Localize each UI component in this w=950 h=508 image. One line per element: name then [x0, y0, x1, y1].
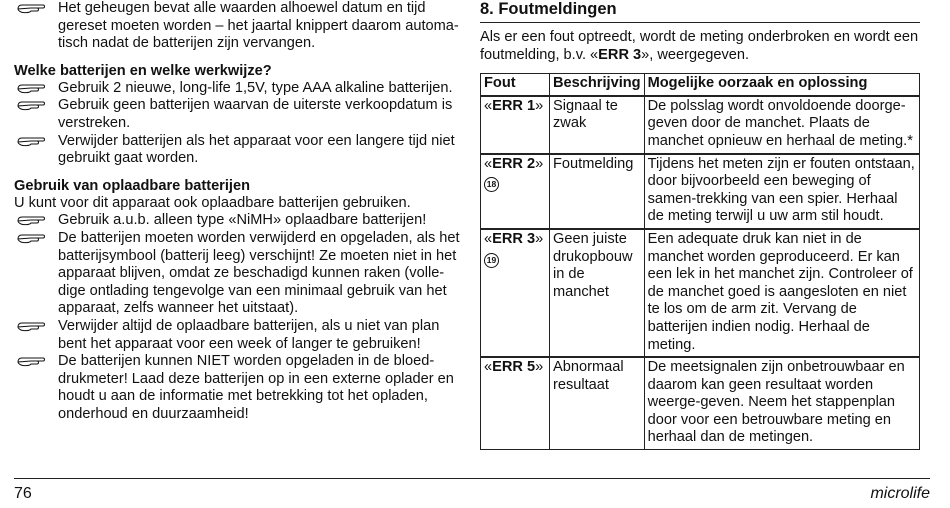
column-header-beschrijving: Beschrijving: [550, 74, 645, 96]
bullet-text: Verwijder altijd de oplaadbare batterijen, als u niet van plan bent het apparaat voor een week of langer te gebruiken!: [58, 317, 440, 352]
error-table: [480, 73, 920, 450]
error-solution-cell: Tijdens het meten zijn er fouten ontstaan, door bijvoorbeeld een beweging of samen-trekking van een spier. Herhaal de meting terwijl u uw arm stil houdt.: [644, 154, 919, 229]
error-solution-cell: De meetsignalen zijn onbetrouwbaar en daarom kan geen resultaat worden weerge-geven. Neem het stappenplan door voor een betrouwbare meting en herhaal dan de metingen.: [644, 357, 919, 449]
bullet-list: [14, 212, 466, 423]
error-code-cell: «ERR 5»: [481, 357, 550, 449]
error-code-cell: «ERR 2» 18: [481, 154, 550, 229]
bullet-item: [14, 97, 466, 132]
pointing-hand-icon: [17, 356, 47, 368]
section-title: 8. Foutmeldingen: [480, 0, 920, 23]
table-row: [481, 96, 920, 154]
error-code: ERR 2: [492, 155, 536, 172]
section-heading: Gebruik van oplaadbare batterijen: [14, 177, 251, 194]
page-number: 76: [14, 485, 32, 502]
error-description-cell: Abnormaal resultaat: [550, 357, 645, 449]
bullet-text: Gebruik geen batterijen waarvan de uiterste verkoopdatum is verstreken.: [58, 97, 453, 131]
left-column: [14, 0, 466, 423]
pointing-hand-icon: [17, 215, 47, 227]
column-header-fout: Fout: [481, 74, 550, 96]
error-code: ERR 3: [492, 230, 536, 247]
error-description-cell: Geen juiste drukopbouw in de manchet: [550, 229, 645, 357]
bullet-text: De batterijen kunnen NIET worden opgeladen in de bloed-drukmeter! Laad deze batterijen op in een externe oplader en houdt u aan de informatie met betrekking tot het opladen, onderhoud en duurzaamheid!: [58, 353, 454, 422]
error-code-cell: «ERR 1»: [481, 96, 550, 154]
error-description-cell: Signaal te zwak: [550, 96, 645, 154]
brand-logo: microlife: [870, 485, 930, 502]
error-description-cell: Foutmelding: [550, 154, 645, 229]
bullet-item: [14, 0, 466, 53]
bullet-text: Gebruik a.u.b. alleen type «NiMH» oplaadbare batterijen!: [58, 212, 427, 229]
figure-reference-badge: 19: [484, 253, 499, 268]
section-heading: Welke batterijen en welke werkwijze?: [14, 62, 272, 79]
figure-reference-badge: 18: [484, 177, 499, 192]
bullet-item: [14, 353, 466, 423]
table-row: [481, 154, 920, 229]
error-code: ERR 1: [492, 97, 536, 114]
error-code: ERR 5: [492, 359, 536, 376]
table-row: [481, 357, 920, 449]
bullet-item: [14, 318, 466, 353]
table-row: [481, 229, 920, 357]
bullet-text: Gebruik 2 nieuwe, long-life 1,5V, type AAA alkaline batterijen.: [58, 79, 453, 96]
bullet-item: [14, 212, 466, 230]
bullet-item: [14, 133, 466, 168]
pointing-hand-icon: [17, 321, 47, 333]
table-header-row: [481, 74, 920, 96]
section-intro: Als er een fout optreedt, wordt de meting onderbroken en wordt een foutmelding, b.v. «ERR 3», weergegeven.: [480, 29, 919, 63]
bullet-item: [14, 230, 466, 318]
pointing-hand-icon: [17, 233, 47, 245]
error-code-example: ERR 3: [598, 46, 642, 63]
error-solution-cell: Een adequate druk kan niet in de manchet worden geproduceerd. Er kan een lek in het manchet zijn. Controleer of de manchet goed is aangesloten en niet te los om de arm zit. Vervang de batterijen indien nodig. Herhaal de meting.: [644, 229, 919, 357]
section-intro: U kunt voor dit apparaat ook oplaadbare batterijen gebruiken.: [14, 194, 411, 211]
bullet-text: Verwijder batterijen als het apparaat voor een langere tijd niet gebruikt gaat worden.: [58, 132, 455, 167]
error-solution-cell: De polsslag wordt onvoldoende doorge-geven door de manchet. Plaats de manchet opnieuw en herhaal de meting.*: [644, 96, 919, 154]
pointing-hand-icon: [17, 83, 47, 95]
pointing-hand-icon: [17, 3, 47, 15]
error-code-cell: «ERR 3» 19: [481, 229, 550, 357]
pointing-hand-icon: [17, 100, 47, 112]
bullet-list: [14, 80, 466, 168]
bullet-text: Het geheugen bevat alle waarden alhoewel datum en tijd gereset moeten worden – het jaartal knippert daarom automa-tisch nadat de batterijen zijn vervangen.: [58, 0, 459, 52]
bullet-text: De batterijen moeten worden verwijderd en opgeladen, als het batterijsymbool (batterij leeg) verschijnt! Ze moeten niet in het apparaat blijven, omdat ze beschadigd kunnen raken (volle-dige ontlading tengevolge van een minimaal gebruik van het apparaat, zelfs wanneer het uitstaat).: [58, 229, 460, 317]
pointing-hand-icon: [17, 136, 47, 148]
bullet-item: [14, 80, 466, 98]
footer-divider: [14, 478, 930, 479]
right-column: [480, 0, 920, 450]
column-header-oplossing: Mogelijke oorzaak en oplossing: [644, 74, 919, 96]
